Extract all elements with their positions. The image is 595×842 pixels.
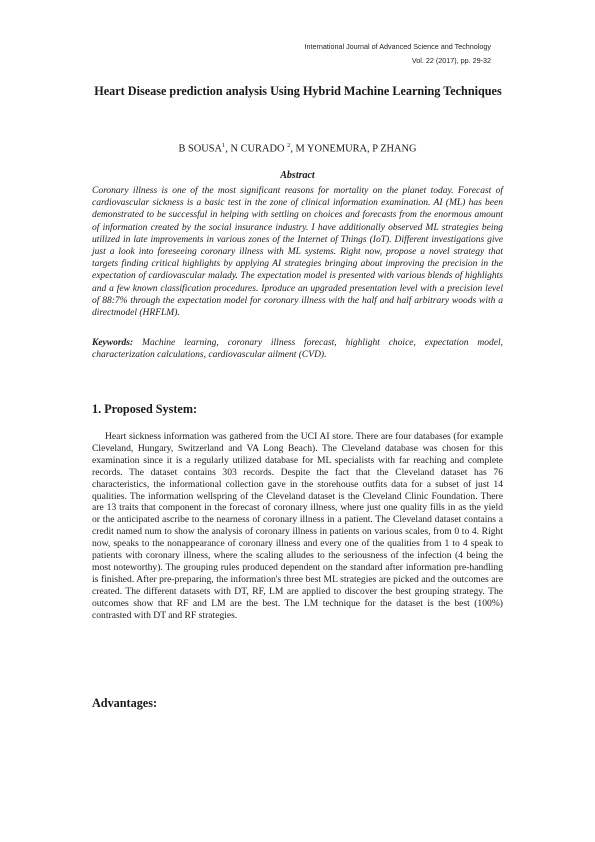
running-header	[305, 40, 491, 68]
author-2: , N CURADO	[225, 143, 288, 155]
authors-rest: , M YONEMURA, P ZHANG	[290, 143, 417, 155]
section-heading-proposed-system: 1. Proposed System:	[92, 402, 198, 416]
volume-pages: Vol. 22 (2017), pp. 29-32	[411, 56, 491, 65]
affiliation-mark-2: 2	[287, 142, 291, 149]
abstract-heading: Abstract	[280, 170, 315, 181]
keywords-text: Machine learning, coronary illness forecast, highlight choice, expectation model, characterization calculations, cardiovascular ailment (CVD).	[92, 338, 503, 361]
section-body-proposed-system: Heart sickness information was gathered from the UCI AI store. There are four databases (for example Cleveland, Hungary, Switzerland and VA Long Beach). The Cleveland database was chosen for this examination since it is a regularly utilized database for ML specialists with far reaching and complete records. The dataset contains 303 records. Despite the fact that the Cleveland dataset has 76 characteristics, the informational collection gave in the storehouse outfits data for a subset of just 14 qualities. The information wellspring of the Cleveland dataset is the Cleveland Clinic Foundation. There are 13 traits that component in the forecast of coronary illness, where just one quality fills in as the yield or the anticipated ascribe to the nearness of coronary illness in a patient. The Cleveland dataset contains a credit named num to show the analysis of coronary illness in patients on various scales, from 0 to 4. Right now, speaks to the nonappearance of coronary illness and every one of the qualities from 1 to 4 speak to patients with coronary illness, where the scaling alludes to the seriousness of the infection (4 being the most noteworthy). The grouping rules produced dependent on the standard after information pre-handling is finished. After pre-preparing, the information's three best ML strategies are picked and the outcomes are created. The different datasets with DT, RF, LM are applied to discover the best grouping strategy. The outcomes show that RF and LM are the best. The LM technique for the dataset is the best (100%) contrasted with DT and RF strategies.	[92, 431, 503, 621]
affiliation-mark-1: 1	[222, 142, 226, 149]
author-list	[90, 142, 505, 154]
keywords-label: Keywords:	[92, 338, 134, 348]
author-1: B SOUSA	[178, 143, 223, 155]
keywords-paragraph	[92, 337, 503, 361]
section-heading-advantages: Advantages:	[92, 696, 158, 710]
journal-name: International Journal of Advanced Science and Technology	[304, 42, 491, 51]
paper-title: Heart Disease prediction analysis Using Hybrid Machine Learning Techniques	[94, 84, 502, 98]
abstract-text: Coronary illness is one of the most significant reasons for mortality on the planet today. Forecast of cardiovascular sickness is a basic test in the zone of clinical information examination. AI (ML) has been demonstrated to be successful in helping with settling on choices and forecasts from the enormous amount of information created by the social insurance industry. I have additionally observed ML strategies being utilized in late improvements in various zones of the Internet of Things (IoT). Different investigations give just a look into foreseeing coronary illness with ML systems. Right now, propose a novel strategy that targets finding critical highlights by applying AI strategies bringing about improving the precision in the expectation of cardiovascular malady. The expectation model is presented with various blends of highlights and a few known classification procedures. Iproduce an upgraded presentation level with a precision level of 88:7% through the expectation model for coronary illness with the half and half arbitrary woods with a directmodel (HRFLM).	[92, 186, 503, 319]
